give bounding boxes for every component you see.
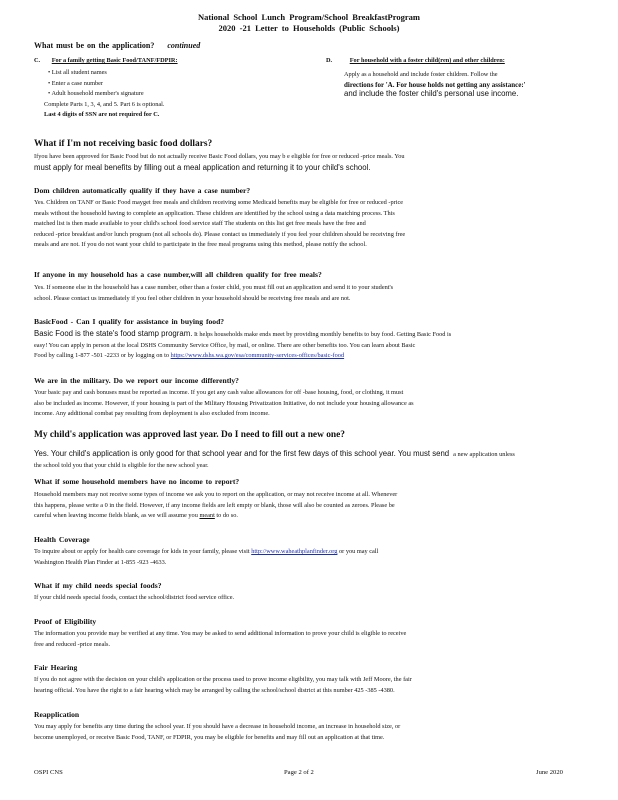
answer-last-year: Yes. Your child's application is only good for that school year and for the first few days of this school year. You must send a new application unless the school told you that your child is eligible for the new school year. [34,449,515,469]
answer-automatic: Yes. Children on TANF or Basic Food mayget free meals and children receiving some Medicaid benefits may be eligible for free or reduced -price meals without the household having to complete an application. These children are identified by the school using a data matching process. This matched list is then made available to your child's school food service staff The students on this list get free meals have the free and reduced -price breakfast and/or lunch program (not all schools do). Please contact us immediately if you feel your children should be receiving free meals and are not. If you do not want your child to participate in the free meal programs using this method, please notify the school. [34,199,406,249]
question-case-number: If anyone in my household has a case number,will all children qualify for free meals? [34,270,322,279]
intro-heading: What must be on the application? continued [34,41,201,50]
section-d: D. For household with a foster child(ren) and other children: Apply as a household and include foster children. Follow the directions for 'A. For house holds not getting any assistance:' and include the foster child's personal use income. [326,57,526,98]
answer-reapplication: You may apply for benefits any time during the school year. If you should have a decrease in household income, an increase in household size, or become unemployed, or receive Basic Food, TANF, or FDPIR, you may be eligible for benefits and may fill out an application at that time. [34,723,401,741]
footer-date: June 2020 [536,769,563,776]
health-plan-link[interactable]: http://www.waheathplanfinder.org [251,548,338,555]
question-reapplication: Reapplication [34,710,80,719]
answer-basic-food: Ifyou have been approved for Basic Food but do not actually receive Basic Food dollars, you may b e eligible for free or reduced -price meals. You must apply for meal benefits by filling out a meal application and returning it to your child's school. [34,153,405,172]
document-subtitle: 2020 -21 Letter to Households (Public Schools) [218,23,400,33]
footer-left: OSPI CNS [34,769,63,776]
question-military: We are in the military. Do we report our income differently? [34,376,239,385]
bullet-item: • Adult household member's signature [48,90,144,98]
answer-special-foods: If your child needs special foods, contact the school/district food service office. [34,594,235,601]
footer-page-number: Page 2 of 2 [284,769,314,776]
answer-military: Your basic pay and cash bonuses must be reported as income. If you get any cash value allowances for off -base housing, food, or clothing, it must also be included as income. However, if your housing is part of the Military Housing Privatization Initiative, do not include your housing allowance as income. Any additional combat pay resulting from deployment is also excluded from income. [34,389,414,418]
question-eligibility: Proof of Eligibility [34,617,97,626]
question-basic-food: What if I'm not receiving basic food dollars? [34,139,213,149]
answer-case-number: Yes. If someone else in the household has a case number, other than a foster child, you must fill out an application and send it to your student's school. Please contact us immediately if you feel other children in your household should be receiving free meals and are not. [34,284,394,302]
question-last-year: My child's application was approved last year. Do I need to fill out a new one? [34,430,345,440]
answer-health: To inquire about or apply for health care coverage for kids in your family, please visit http://www.waheathplanfinder.org or you may call Washington Health Plan Finder at 1-855 -923 -4633. [34,548,379,566]
answer-hearing: If you do not agree with the decision on your child's application or the process used to prove income eligibility, you may talk with Jeff Moore, the fair hearing official. You have the right to a fair hearing which may be arranged by calling the school/school district at this number 425 -385 -4380. [34,676,412,694]
question-hearing: Fair Hearing [34,663,78,672]
question-automatic: Dom children automatically qualify if they have a case number? [34,186,251,195]
answer-no-income: Household members may not receive some types of income we ask you to report on the application, or may not receive income at all. Whenever this happens, please write a 0 in the field. However, if any income fields are left empty or blank, those will also be counted as zeroes. Please be careful when leaving income fields blank, as we will assume you meant to do so. [34,491,398,520]
document-title: National School Lunch Program/School BreakfastProgram [198,12,420,22]
question-health: Health Coverage [34,535,90,544]
question-assistance: BasicFood - Can I qualify for assistance in buying food? [34,317,225,326]
answer-eligibility: The information you provide may be verified at any time. You may be asked to send additional information to prove your child is eligible to receive free and reduced -price meals. [34,630,407,648]
section-c: C. For a family getting Basic Food/TANF/FDPIR: • List all student names • Enter a case number • Adult household member's signature Complete Parts 1, 3, 4, and 5. Part 6 is optional. Last 4 digits of SSN are not required for C. [34,57,304,121]
bullet-item: • List all student names [48,69,107,76]
bullet-item: • Enter a case number [48,79,104,87]
question-no-income: What if some household members have no income to report? [34,477,240,486]
basic-food-link[interactable]: https://www.dshs.wa.gov/esa/community-services-offices/basic-food [170,352,345,360]
question-special-foods: What if my child needs special foods? [34,581,162,590]
answer-assistance: Basic Food is the state's food stamp program. It helps households make ends meet by providing monthly benefits to buy food. Getting Basic Food is easy! You can apply in person at the local DSHS Community Service Office, by mail, or online. There are other benefits too. You can learn about Basic Food by calling 1-877 -501 -2233 or by logging on to https://www.dshs.wa.gov/esa/community-services-offices/basic-food [34,329,452,360]
